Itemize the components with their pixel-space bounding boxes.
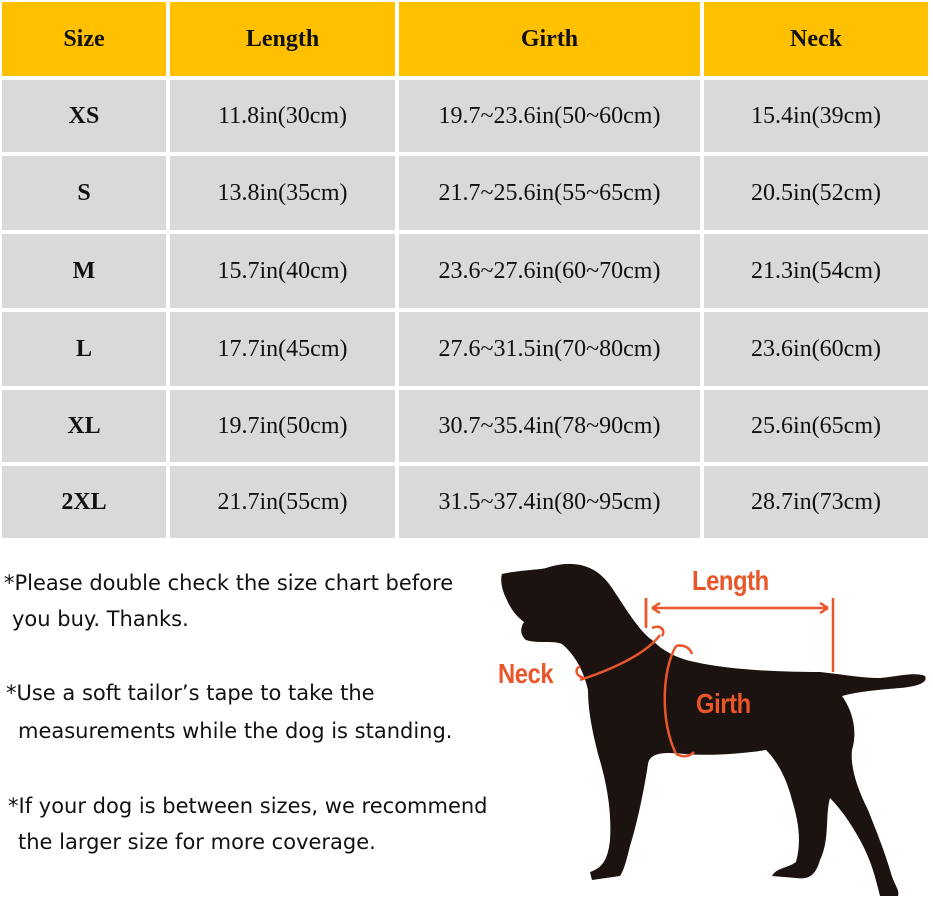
row-size: 2XL (2, 466, 166, 538)
row-size: XS (2, 80, 166, 152)
row-length: 17.7in(45cm) (170, 312, 395, 386)
row-length: 19.7in(50cm) (170, 390, 395, 462)
row-neck: 23.6in(60cm) (704, 312, 928, 386)
note-double-check: *Please double check the size chart before you buy. Thanks. (4, 571, 454, 631)
row-size: XL (2, 390, 166, 462)
row-length: 15.7in(40cm) (170, 234, 395, 308)
row-girth: 31.5~37.4in(80~95cm) (399, 466, 700, 538)
note-tailor-tape: *Use a soft tailor’s tape to take the measurements while the dog is standing. (6, 681, 453, 743)
row-length: 11.8in(30cm) (170, 80, 395, 152)
row-size: L (2, 312, 166, 386)
row-girth: 21.7~25.6in(55~65cm) (399, 156, 700, 230)
diagram-label-neck: Neck (498, 658, 554, 689)
note-between-sizes: *If your dog is between sizes, we recommend the larger size for more coverage. (8, 794, 488, 854)
row-girth: 23.6~27.6in(60~70cm) (399, 234, 700, 308)
row-neck: 21.3in(54cm) (704, 234, 928, 308)
row-neck: 28.7in(73cm) (704, 466, 928, 538)
row-length: 21.7in(55cm) (170, 466, 395, 538)
row-size: M (2, 234, 166, 308)
row-girth: 19.7~23.6in(50~60cm) (399, 80, 700, 152)
row-length: 13.8in(35cm) (170, 156, 395, 230)
row-girth: 27.6~31.5in(70~80cm) (399, 312, 700, 386)
header-neck: Neck (704, 2, 928, 76)
diagram-label-girth: Girth (696, 688, 751, 719)
row-size: S (2, 156, 166, 230)
row-neck: 15.4in(39cm) (704, 80, 928, 152)
dog-measurement-diagram (480, 540, 933, 911)
size-chart-table (2, 2, 928, 538)
header-length: Length (170, 2, 395, 76)
row-neck: 20.5in(52cm) (704, 156, 928, 230)
header-size: Size (2, 2, 166, 76)
header-girth: Girth (399, 2, 700, 76)
diagram-label-length: Length (692, 565, 769, 596)
row-girth: 30.7~35.4in(78~90cm) (399, 390, 700, 462)
row-neck: 25.6in(65cm) (704, 390, 928, 462)
